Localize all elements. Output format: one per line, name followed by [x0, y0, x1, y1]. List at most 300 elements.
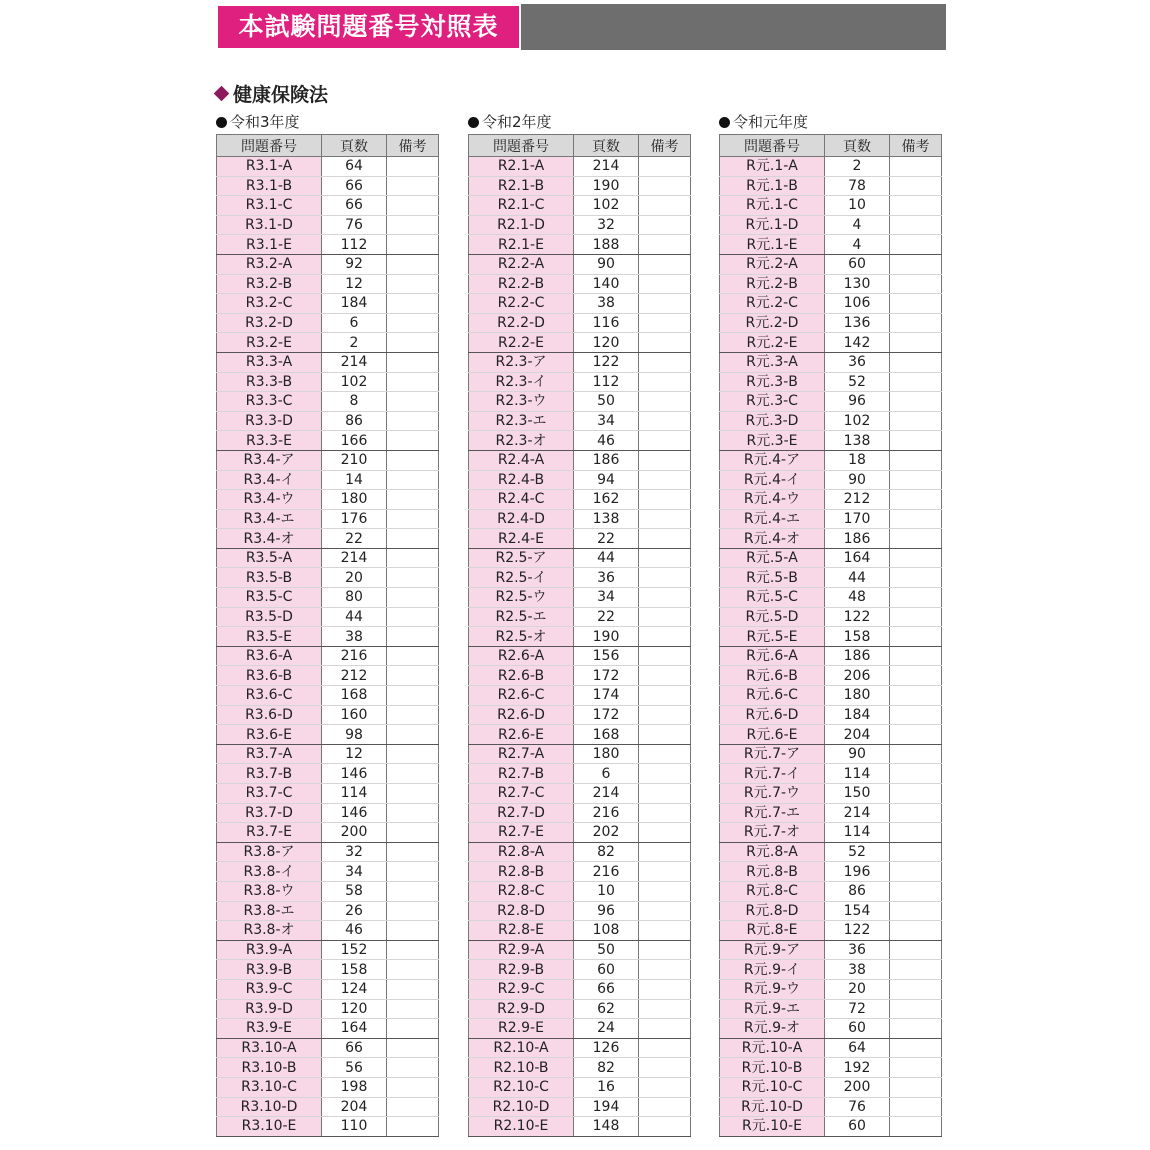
page-count-cell: 36	[825, 940, 890, 960]
note-cell	[387, 823, 439, 843]
page-count-cell: 16	[574, 1077, 639, 1097]
page-count-cell: 146	[322, 803, 387, 823]
note-cell	[890, 1117, 942, 1137]
table-header-row	[469, 135, 691, 157]
question-number-cell: R3.6-B	[217, 666, 322, 686]
table-row	[720, 294, 942, 314]
table-row	[217, 176, 439, 196]
note-cell	[639, 450, 691, 470]
page-count-cell: 12	[322, 274, 387, 294]
question-number-cell: R3.3-B	[217, 372, 322, 392]
note-cell	[890, 1097, 942, 1117]
table-row	[217, 960, 439, 980]
note-cell	[639, 881, 691, 901]
page-count-cell: 156	[574, 646, 639, 666]
table-row	[469, 842, 691, 862]
table-row	[720, 881, 942, 901]
page-count-cell: 32	[322, 842, 387, 862]
table-body	[720, 157, 942, 1137]
note-cell	[387, 548, 439, 568]
page-count-cell: 140	[574, 274, 639, 294]
table-row	[217, 274, 439, 294]
page-count-cell: 114	[825, 764, 890, 784]
question-number-cell: R3.9-C	[217, 979, 322, 999]
table-row	[469, 176, 691, 196]
question-number-cell: R元.10-B	[720, 1058, 825, 1078]
note-cell	[387, 666, 439, 686]
page-count-cell: 90	[825, 470, 890, 490]
table-row	[720, 960, 942, 980]
note-cell	[387, 215, 439, 235]
table-row	[720, 215, 942, 235]
note-cell	[387, 725, 439, 745]
note-cell	[890, 411, 942, 431]
year-label-text: 令和元年度	[733, 113, 809, 131]
page-count-cell: 50	[574, 392, 639, 412]
note-cell	[387, 196, 439, 216]
table-row	[469, 862, 691, 882]
table-row	[217, 548, 439, 568]
question-number-cell: R元.1-A	[720, 157, 825, 177]
question-number-cell: R元.3-C	[720, 392, 825, 412]
page-count-cell: 126	[574, 1038, 639, 1058]
note-cell	[639, 588, 691, 608]
question-number-cell: R3.4-ア	[217, 450, 322, 470]
note-cell	[639, 196, 691, 216]
note-cell	[387, 176, 439, 196]
note-cell	[387, 470, 439, 490]
note-cell	[639, 176, 691, 196]
page-count-cell: 62	[574, 999, 639, 1019]
question-number-cell: R元.2-E	[720, 333, 825, 353]
table-row	[469, 1117, 691, 1137]
note-cell	[890, 705, 942, 725]
page-count-cell: 214	[322, 352, 387, 372]
question-number-cell: R元.3-D	[720, 411, 825, 431]
table-row	[217, 627, 439, 647]
question-number-cell: R3.10-C	[217, 1077, 322, 1097]
question-number-cell: R元.1-B	[720, 176, 825, 196]
note-cell	[890, 842, 942, 862]
page-count-cell: 102	[825, 411, 890, 431]
table-row	[720, 1058, 942, 1078]
page-count-cell: 10	[574, 881, 639, 901]
page-count-cell: 196	[825, 862, 890, 882]
table-row	[217, 509, 439, 529]
question-number-cell: R3.5-B	[217, 568, 322, 588]
question-number-cell: R3.9-E	[217, 1019, 322, 1039]
question-number-cell: R3.1-B	[217, 176, 322, 196]
table-row	[217, 196, 439, 216]
question-number-cell: R3.10-D	[217, 1097, 322, 1117]
note-cell	[890, 803, 942, 823]
question-number-cell: R元.1-D	[720, 215, 825, 235]
page-count-cell: 98	[322, 725, 387, 745]
note-cell	[890, 784, 942, 804]
note-cell	[639, 764, 691, 784]
note-cell	[890, 470, 942, 490]
question-number-cell: R3.2-B	[217, 274, 322, 294]
table-row	[469, 764, 691, 784]
question-number-cell: R2.6-D	[469, 705, 574, 725]
note-cell	[890, 862, 942, 882]
page-count-cell: 22	[574, 529, 639, 549]
table-row	[217, 881, 439, 901]
question-number-cell: R元.8-A	[720, 842, 825, 862]
question-number-cell: R3.3-A	[217, 352, 322, 372]
note-cell	[387, 313, 439, 333]
column-header-pages: 頁数	[825, 135, 890, 157]
note-cell	[387, 431, 439, 451]
page-count-cell: 94	[574, 470, 639, 490]
page-count-cell: 122	[825, 921, 890, 941]
table-row	[720, 548, 942, 568]
table-row	[217, 1077, 439, 1097]
table-row	[217, 686, 439, 706]
note-cell	[387, 862, 439, 882]
table-row	[217, 705, 439, 725]
table-body	[217, 157, 439, 1137]
note-cell	[387, 352, 439, 372]
page-count-cell: 202	[574, 823, 639, 843]
table-row	[217, 235, 439, 255]
note-cell	[387, 333, 439, 353]
table-row	[469, 450, 691, 470]
page-count-cell: 14	[322, 470, 387, 490]
page-count-cell: 76	[322, 215, 387, 235]
page-count-cell: 64	[825, 1038, 890, 1058]
table-row	[469, 529, 691, 549]
page-title: 本試験問題番号対照表	[216, 4, 521, 50]
question-number-cell: R元.4-オ	[720, 529, 825, 549]
note-cell	[387, 411, 439, 431]
question-number-cell: R元.5-C	[720, 588, 825, 608]
table-row	[469, 705, 691, 725]
question-number-cell: R3.10-A	[217, 1038, 322, 1058]
column-header-note: 備考	[639, 135, 691, 157]
page-count-cell: 172	[574, 705, 639, 725]
page-count-cell: 90	[574, 254, 639, 274]
page-count-cell: 180	[825, 686, 890, 706]
table-row	[720, 509, 942, 529]
note-cell	[639, 431, 691, 451]
table-row	[469, 568, 691, 588]
page-count-cell: 60	[574, 960, 639, 980]
table-row	[469, 1038, 691, 1058]
question-number-cell: R元.9-オ	[720, 1019, 825, 1039]
note-cell	[890, 431, 942, 451]
note-cell	[890, 940, 942, 960]
page-count-cell: 46	[574, 431, 639, 451]
page-count-cell: 20	[322, 568, 387, 588]
question-number-cell: R2.4-B	[469, 470, 574, 490]
question-number-cell: R2.10-A	[469, 1038, 574, 1058]
table-row	[469, 313, 691, 333]
table-row	[720, 646, 942, 666]
question-table	[719, 134, 942, 1137]
note-cell	[639, 352, 691, 372]
question-number-cell: R2.4-C	[469, 490, 574, 510]
question-number-cell: R2.2-C	[469, 294, 574, 314]
page-count-cell: 212	[825, 490, 890, 510]
note-cell	[639, 921, 691, 941]
table-row	[720, 901, 942, 921]
note-cell	[639, 1038, 691, 1058]
note-cell	[639, 607, 691, 627]
question-number-cell: R元.3-A	[720, 352, 825, 372]
table-row	[469, 999, 691, 1019]
page-count-cell: 92	[322, 254, 387, 274]
page-count-cell: 216	[574, 862, 639, 882]
table-row	[469, 274, 691, 294]
note-cell	[387, 1058, 439, 1078]
note-cell	[639, 313, 691, 333]
note-cell	[639, 686, 691, 706]
question-number-cell: R3.1-D	[217, 215, 322, 235]
table-row	[720, 313, 942, 333]
table-row	[217, 392, 439, 412]
page-count-cell: 24	[574, 1019, 639, 1039]
table-row	[720, 588, 942, 608]
note-cell	[639, 666, 691, 686]
table-row	[469, 372, 691, 392]
page-count-cell: 172	[574, 666, 639, 686]
question-number-cell: R2.1-B	[469, 176, 574, 196]
page-count-cell: 214	[825, 803, 890, 823]
page-count-cell: 72	[825, 999, 890, 1019]
question-number-cell: R3.8-イ	[217, 862, 322, 882]
table-row	[217, 450, 439, 470]
question-number-cell: R3.2-D	[217, 313, 322, 333]
table-row	[469, 490, 691, 510]
note-cell	[890, 823, 942, 843]
note-cell	[890, 725, 942, 745]
note-cell	[639, 548, 691, 568]
note-cell	[890, 607, 942, 627]
bullet-dot-icon	[216, 117, 227, 128]
page-count-cell: 102	[322, 372, 387, 392]
table-body	[469, 157, 691, 1137]
question-number-cell: R2.1-C	[469, 196, 574, 216]
table-row	[217, 646, 439, 666]
note-cell	[639, 999, 691, 1019]
table-row	[217, 215, 439, 235]
question-number-cell: R2.8-C	[469, 881, 574, 901]
question-number-cell: R3.2-C	[217, 294, 322, 314]
note-cell	[639, 1019, 691, 1039]
question-number-cell: R2.8-A	[469, 842, 574, 862]
table-row	[217, 764, 439, 784]
table-row	[720, 823, 942, 843]
table-row	[469, 548, 691, 568]
table-row	[469, 686, 691, 706]
note-cell	[639, 294, 691, 314]
table-row	[217, 313, 439, 333]
question-number-cell: R元.5-D	[720, 607, 825, 627]
question-number-cell: R3.10-E	[217, 1117, 322, 1137]
table-row	[469, 254, 691, 274]
note-cell	[639, 901, 691, 921]
page-count-cell: 66	[574, 979, 639, 999]
question-number-cell: R2.5-エ	[469, 607, 574, 627]
question-number-cell: R元.6-A	[720, 646, 825, 666]
page-count-cell: 206	[825, 666, 890, 686]
note-cell	[387, 1077, 439, 1097]
page-count-cell: 106	[825, 294, 890, 314]
table-row	[469, 960, 691, 980]
page-count-cell: 34	[574, 411, 639, 431]
table-row	[469, 823, 691, 843]
question-number-cell: R元.7-ウ	[720, 784, 825, 804]
question-number-cell: R元.8-D	[720, 901, 825, 921]
question-number-cell: R3.4-オ	[217, 529, 322, 549]
note-cell	[387, 921, 439, 941]
note-cell	[387, 588, 439, 608]
column-header-pages: 頁数	[574, 135, 639, 157]
question-number-cell: R元.4-イ	[720, 470, 825, 490]
question-number-cell: R2.4-A	[469, 450, 574, 470]
year-label-text: 令和2年度	[482, 113, 552, 131]
table-row	[720, 627, 942, 647]
question-number-cell: R元.7-イ	[720, 764, 825, 784]
table-row	[720, 1077, 942, 1097]
page-count-cell: 130	[825, 274, 890, 294]
page-count-cell: 26	[322, 901, 387, 921]
page-count-cell: 60	[825, 1019, 890, 1039]
page-count-cell: 4	[825, 215, 890, 235]
page-count-cell: 34	[574, 588, 639, 608]
note-cell	[387, 1097, 439, 1117]
table-row	[720, 784, 942, 804]
note-cell	[387, 254, 439, 274]
question-number-cell: R2.1-D	[469, 215, 574, 235]
page-count-cell: 200	[322, 823, 387, 843]
page-count-cell: 190	[574, 627, 639, 647]
table-row	[720, 176, 942, 196]
page-count-cell: 154	[825, 901, 890, 921]
table-row	[217, 431, 439, 451]
page-count-cell: 34	[322, 862, 387, 882]
question-number-cell: R2.3-ウ	[469, 392, 574, 412]
note-cell	[387, 744, 439, 764]
note-cell	[387, 450, 439, 470]
question-number-cell: R3.5-C	[217, 588, 322, 608]
note-cell	[890, 548, 942, 568]
page-count-cell: 102	[574, 196, 639, 216]
table-row	[720, 490, 942, 510]
table-row	[469, 940, 691, 960]
question-number-cell: R3.6-C	[217, 686, 322, 706]
table-row	[217, 372, 439, 392]
question-number-cell: R3.6-D	[217, 705, 322, 725]
page-count-cell: 184	[825, 705, 890, 725]
table-row	[217, 529, 439, 549]
page-count-cell: 36	[825, 352, 890, 372]
column-header-question: 問題番号	[720, 135, 825, 157]
note-cell	[387, 881, 439, 901]
page-count-cell: 66	[322, 196, 387, 216]
table-row	[469, 1077, 691, 1097]
page-count-cell: 86	[322, 411, 387, 431]
note-cell	[639, 235, 691, 255]
year-label-text: 令和3年度	[230, 113, 300, 131]
table-row	[217, 607, 439, 627]
page-count-cell: 90	[825, 744, 890, 764]
table-row	[217, 744, 439, 764]
table-row	[217, 1019, 439, 1039]
table-row	[720, 1038, 942, 1058]
table-row	[469, 803, 691, 823]
question-number-cell: R元.6-D	[720, 705, 825, 725]
page-count-cell: 56	[322, 1058, 387, 1078]
note-cell	[890, 1019, 942, 1039]
column-header-question: 問題番号	[217, 135, 322, 157]
table-row	[217, 294, 439, 314]
table-row	[469, 392, 691, 412]
page-count-cell: 174	[574, 686, 639, 706]
question-number-cell: R元.8-C	[720, 881, 825, 901]
note-cell	[890, 901, 942, 921]
table-row	[469, 294, 691, 314]
question-number-cell: R2.8-D	[469, 901, 574, 921]
page-count-cell: 124	[322, 979, 387, 999]
page-count-cell: 198	[322, 1077, 387, 1097]
note-cell	[890, 294, 942, 314]
question-number-cell: R2.10-C	[469, 1077, 574, 1097]
table-row	[469, 744, 691, 764]
question-number-cell: R3.4-エ	[217, 509, 322, 529]
note-cell	[639, 842, 691, 862]
question-number-cell: R3.8-ウ	[217, 881, 322, 901]
question-number-cell: R2.7-E	[469, 823, 574, 843]
page-count-cell: 158	[825, 627, 890, 647]
page-count-cell: 38	[322, 627, 387, 647]
note-cell	[387, 607, 439, 627]
table-header-row	[217, 135, 439, 157]
year-label	[468, 112, 690, 134]
note-cell	[639, 490, 691, 510]
question-number-cell: R2.8-B	[469, 862, 574, 882]
question-number-cell: R3.2-E	[217, 333, 322, 353]
question-number-cell: R2.9-C	[469, 979, 574, 999]
page-count-cell: 192	[825, 1058, 890, 1078]
page-count-cell: 214	[322, 548, 387, 568]
page-count-cell: 6	[322, 313, 387, 333]
table-row	[469, 725, 691, 745]
table-row	[720, 607, 942, 627]
question-number-cell: R元.3-B	[720, 372, 825, 392]
question-number-cell: R2.5-オ	[469, 627, 574, 647]
bullet-dot-icon	[719, 117, 730, 128]
question-number-cell: R3.7-E	[217, 823, 322, 843]
question-number-cell: R3.5-D	[217, 607, 322, 627]
table-row	[720, 940, 942, 960]
question-number-cell: R2.10-D	[469, 1097, 574, 1117]
note-cell	[639, 274, 691, 294]
table-row	[720, 470, 942, 490]
question-number-cell: R2.3-オ	[469, 431, 574, 451]
page-count-cell: 50	[574, 940, 639, 960]
question-number-cell: R元.4-ア	[720, 450, 825, 470]
table-row	[217, 588, 439, 608]
page-count-cell: 38	[574, 294, 639, 314]
question-number-cell: R元.9-ア	[720, 940, 825, 960]
column-header-note: 備考	[890, 135, 942, 157]
table-row	[720, 372, 942, 392]
question-number-cell: R3.7-D	[217, 803, 322, 823]
page-count-cell: 138	[825, 431, 890, 451]
table-row	[217, 490, 439, 510]
